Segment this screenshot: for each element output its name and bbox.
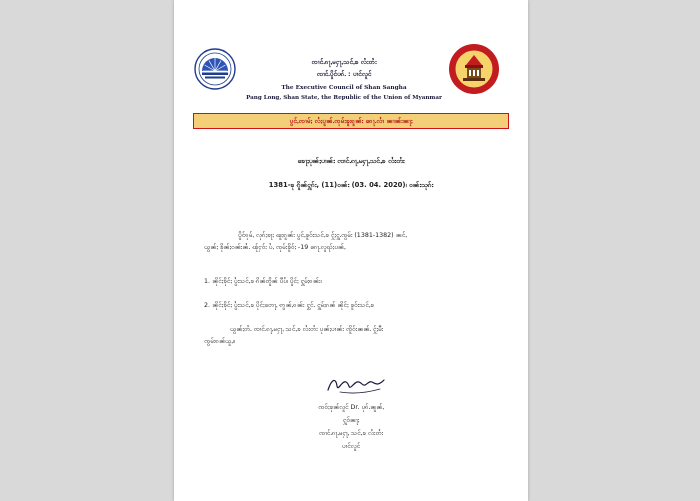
paragraph-1-line-1: ပိူင်ၵုမ်ႇ လုၵ်ႈၶႃႈ ၽူႈၵူၼ်း ပွင်ႇၶူဝ်းသင်ႇၶ ႁႂ်ႈႁူႉၸွမ်း (1381-1382) ၼင်ႇ (238, 232, 407, 239)
letterhead-title-english: The Executive Council of Shan Sangha (281, 85, 407, 91)
letterhead-title-shan: ၸၢင်ႉၵႃႇမႁႃႇသင်ႇၶ လႆးတႆး (311, 58, 377, 66)
list-item-2: 2. ၼိုင်ႈၶိုင်ႈ ပွႆးသင်ႇၶ ပိုင်ႈတေႃႇ ဢွၼ်ႇၵၼ်း ႁွင်ႉ ႁူမ်ႈၵၼ် ၼိုင်ႈ ၶူဝ်းသင်ႇၶ (204, 302, 374, 309)
letterhead-banner: ပွင်ႇၸၢမ်ႈ လႆႈပူၼ်ႉၸုမ်းၶူးၵူၼ်း ၵေႃႉလၢႆ ၼၢၼ်းၼႃႈ (193, 113, 509, 129)
paragraph-1-line-2: ယွၼ်ႈ ၶိုၼ်ႈဝၼ်းၼႆႉ ၽႂ်ႁဝ်း ပႆႇ ၸုမ်းၶိူဝ်ႈ -19 ၵေႃႉလူၺ်ႈပၼ်ႇ (204, 244, 346, 251)
signatory-organization: ၸၢင်ႉၵႃႇမႁႃႇ သင်ႇၶ လႆးတႆး (318, 430, 384, 437)
handwritten-signature-icon (322, 372, 392, 398)
document-date: 1381-ၶု ၵိူၼ်ႁူၵ်း, (11)ဝၼ်း (03. 04. 2020)၊ ဝၼ်းသုၵ်း (268, 181, 434, 189)
signatory-position: ႁူဝ်ၼႃႈ (342, 417, 360, 424)
list-item-1: 1. ၼိုင်ႈၶိုင်ႈ ပွႆးသင်ႇၶ ၵိၼ်တိူၼ် ပီပႆ၊ ပိူင်ႈ ႁူမ်ႈၵၼ်း၊ (204, 278, 322, 285)
paragraph-2-line-2: ၸွမ်းၵၼ်ယူႇ။ (204, 338, 235, 345)
dharma-wheel-seal-icon (193, 47, 237, 91)
paragraph-2-line-1: ယွၼ်ႈတႆႉ ၸၢင်ႉၵႃႇမႁႃႇ သင်ႇၶ လႆးတႆး ပုၼ်ႈပၢၼ်း ၸိူဝ်းၼၼ်ႉ ႁႂ်ႈမီး (230, 326, 384, 333)
signatory-name: ၸဝ်ႈၶုၼ်လူင် Dr. ပုၵ်ႉၼူၼ်ႇ (318, 404, 384, 411)
temple-seal-icon (448, 43, 500, 95)
document-title: ၶေႃႈပုၼ်ႈပၢၼ်း ၸၢင်ႉၵႃႇမႁႃႇသင်ႇၶ လႆးတႆး (297, 157, 405, 165)
signatory-location: ပၢင်လူင် (341, 443, 361, 450)
letter-page (174, 0, 528, 501)
letterhead-location-shan: ၸၢင်ႉပိူင်ပၵ်ႉ : ပၢင်လူင် (316, 70, 372, 78)
letterhead-address-english: Pang Long, Shan State, the Republic of the Union of Myanmar (246, 95, 442, 101)
